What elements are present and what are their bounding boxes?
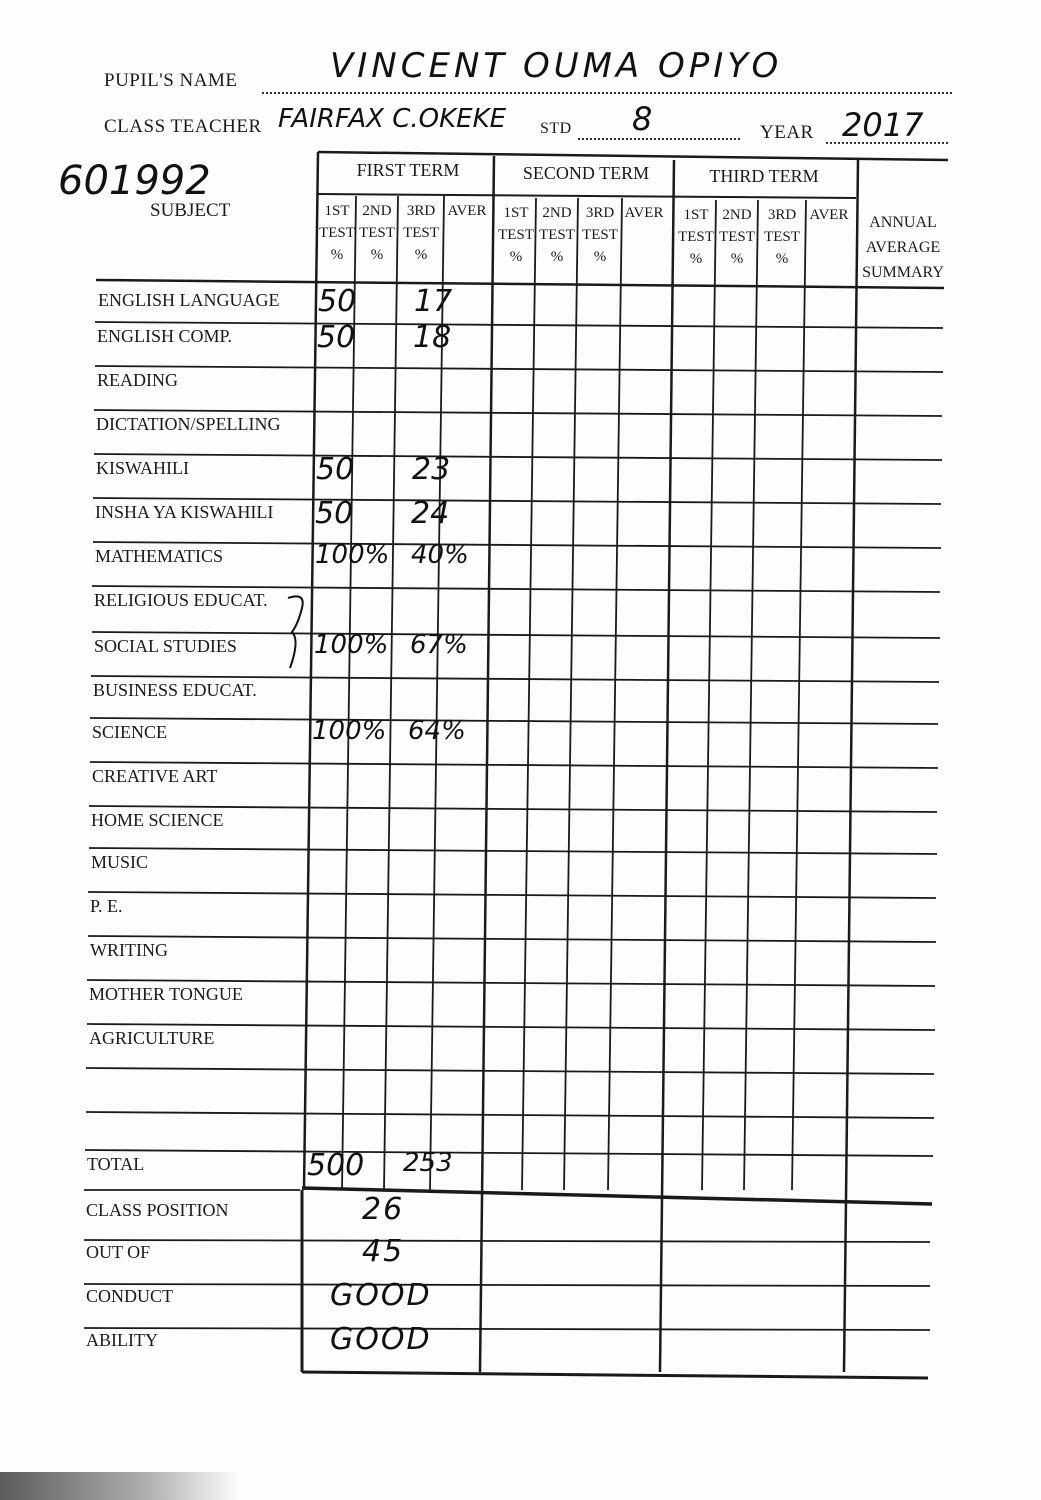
col-header-line: % [689, 251, 703, 267]
col-header-line: 1ST [324, 203, 350, 219]
score-first-term-1st-test: 50 [315, 496, 354, 531]
col-header-line: TEST [539, 227, 575, 243]
subject-label: INSHA YA KISWAHILI [95, 502, 274, 522]
score-first-term-1st-test: 500 [307, 1148, 365, 1183]
score-first-term-3rd-test: 40% [411, 540, 469, 570]
footer-label: OUT OF [86, 1242, 151, 1262]
col-header-line: % [550, 249, 564, 265]
score-first-term-1st-test: 100% [312, 716, 387, 746]
term-header-second: SECOND TERM [522, 163, 650, 183]
subject-label: MATHEMATICS [95, 546, 224, 566]
col-header-line: % [593, 249, 607, 265]
score-first-term-1st-test: 50 [317, 320, 356, 355]
subject-label: ENGLISH LANGUAGE [98, 290, 280, 310]
term-header-first: FIRST TERM [356, 160, 460, 180]
subject-label: ENGLISH COMP. [97, 326, 233, 346]
score-first-term-3rd-test: 18 [413, 320, 452, 355]
col-header-line: 1ST [503, 205, 529, 221]
scan-edge [0, 1472, 240, 1500]
score-first-term-3rd-test: 253 [403, 1148, 453, 1178]
col-header-line: 1ST [683, 207, 709, 223]
class-teacher-label: CLASS TEACHER [104, 116, 262, 137]
col-header-line: % [370, 247, 384, 263]
col-header-line: TEST [582, 227, 618, 243]
subject-label: MUSIC [91, 852, 149, 872]
col-header-line: 3RD [767, 207, 797, 223]
score-first-term-1st-test: 50 [318, 284, 357, 319]
pupil-name-value: VINCENT OUMA OPIYO [330, 46, 783, 86]
col-header-line: % [414, 247, 428, 263]
col-header-line: TEST [498, 227, 534, 243]
subject-label: P. E. [90, 896, 123, 916]
score-first-term-3rd-test: 64% [408, 716, 466, 746]
annual-header-line1: ANNUAL [869, 214, 937, 231]
subject-label: HOME SCIENCE [91, 810, 224, 830]
score-first-term-1st-test: 100% [314, 630, 389, 660]
class-teacher-value: FAIRFAX C.OKEKE [278, 104, 507, 134]
col-header-line: TEST [359, 225, 395, 241]
col-header-line: % [775, 251, 789, 267]
footer-label: CLASS POSITION [86, 1200, 229, 1220]
score-first-term-1st-test: 100% [315, 540, 390, 570]
col-header-line: TEST [403, 225, 439, 241]
pupil-name-label: PUPIL'S NAME [104, 70, 238, 91]
footer-value: GOOD [330, 1322, 432, 1357]
col-header-line: TEST [764, 229, 800, 245]
subject-label: CREATIVE ART [92, 766, 218, 786]
footer-value: GOOD [330, 1278, 432, 1313]
col-header-line: 3RD [406, 203, 436, 219]
subject-label: KISWAHILI [96, 458, 189, 478]
col-header-line: % [730, 251, 744, 267]
std-value: 8 [632, 100, 653, 138]
subject-label: SOCIAL STUDIES [94, 636, 237, 656]
subject-label: DICTATION/SPELLING [96, 414, 281, 434]
col-header-line: 3RD [585, 205, 615, 221]
score-first-term-3rd-test: 67% [410, 630, 468, 660]
subject-label: SCIENCE [92, 722, 168, 742]
col-header-line: TEST [678, 229, 714, 245]
score-first-term-3rd-test: 17 [414, 284, 453, 319]
score-first-term-1st-test: 50 [316, 452, 355, 487]
subject-label: TOTAL [87, 1154, 145, 1174]
std-label: STD [540, 120, 572, 137]
score-first-term-3rd-test: 23 [412, 452, 451, 487]
id-number: 601992 [58, 158, 211, 204]
footer-label: ABILITY [86, 1330, 158, 1350]
score-first-term-3rd-test: 24 [411, 496, 450, 531]
subject-label: BUSINESS EDUCAT. [93, 680, 257, 700]
subject-label: READING [97, 370, 178, 390]
year-value: 2017 [842, 106, 924, 144]
footer-value: 26 [362, 1192, 405, 1227]
subject-header: SUBJECT [150, 200, 231, 221]
term-header-third: THIRD TERM [709, 166, 819, 186]
col-header-line: % [330, 247, 344, 263]
footer-value: 45 [362, 1234, 405, 1269]
col-header-line: TEST [719, 229, 755, 245]
year-label: YEAR [760, 122, 814, 143]
col-header-line: 2ND [542, 205, 572, 221]
col-header-line: AVER [809, 207, 849, 223]
col-header-line: TEST [319, 225, 355, 241]
subject-label: RELIGIOUS EDUCAT. [94, 590, 268, 610]
col-header-line: AVER [447, 203, 487, 219]
subject-label: WRITING [90, 940, 168, 960]
subject-label: AGRICULTURE [89, 1028, 215, 1048]
col-header-line: % [509, 249, 523, 265]
col-header-line: 2ND [722, 207, 752, 223]
footer-label: CONDUCT [86, 1286, 174, 1306]
col-header-line: 2ND [362, 203, 392, 219]
annual-header-line2: AVERAGE [865, 239, 941, 256]
col-header-line: AVER [624, 205, 664, 221]
annual-header-line3: SUMMARY [862, 264, 944, 281]
subject-label: MOTHER TONGUE [89, 984, 243, 1004]
